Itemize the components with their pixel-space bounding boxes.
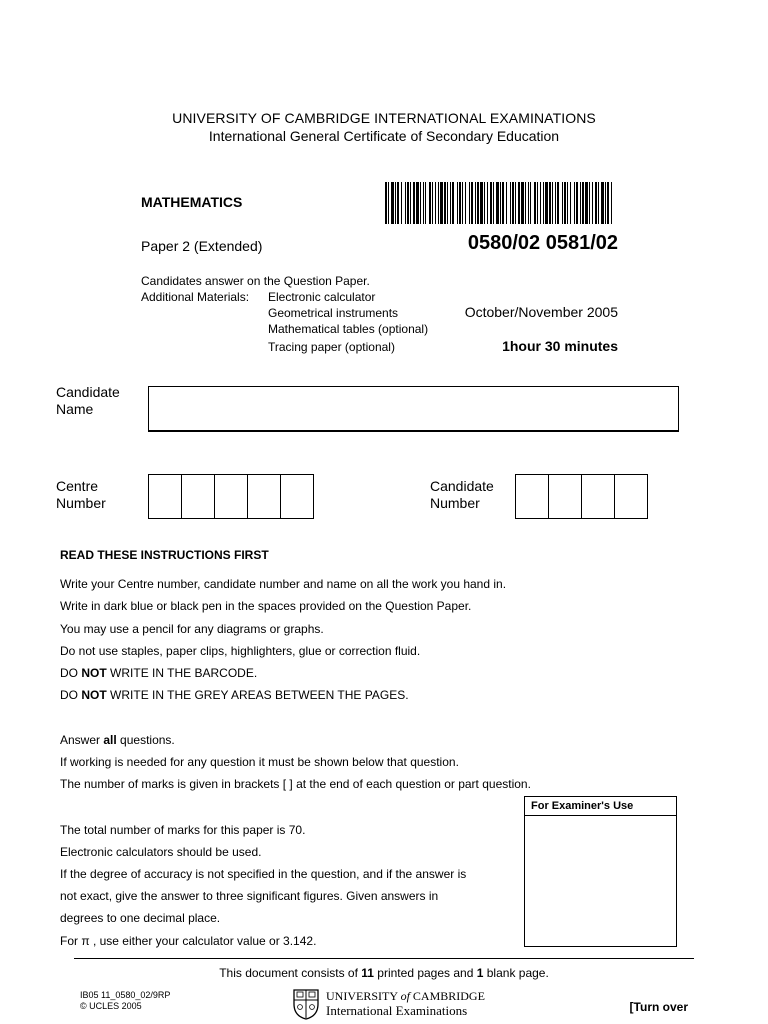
- turn-over-note: [Turn over: [629, 1000, 688, 1014]
- instruction-text: WRITE IN THE BARCODE.: [110, 666, 258, 680]
- instruction-line: Do not use staples, paper clips, highlighters, glue or correction fluid.: [60, 644, 421, 658]
- logo-word: UNIVERSITY: [326, 989, 398, 1003]
- material-item: Mathematical tables (optional): [268, 322, 429, 336]
- centre-number-field[interactable]: [148, 474, 314, 519]
- instruction-line: Write in dark blue or black pen in the spaces provided on the Question Paper.: [60, 599, 472, 613]
- digit-cell[interactable]: [582, 475, 615, 518]
- instruction-line: The total number of marks for this paper is 70.: [60, 823, 306, 837]
- footer-divider: [74, 958, 694, 959]
- candidate-number-label: [430, 478, 494, 512]
- page-count-text: printed pages and: [377, 966, 474, 980]
- material-item: Tracing paper (optional): [268, 340, 395, 354]
- instructions-title: READ THESE INSTRUCTIONS FIRST: [60, 548, 269, 562]
- instruction-line: degrees to one decimal place.: [60, 911, 221, 925]
- digit-cell[interactable]: [248, 475, 281, 518]
- examiner-use-box: [524, 796, 677, 947]
- copyright-notice: © UCLES 2005: [80, 1001, 142, 1011]
- instruction-line: not exact, give the answer to three significant figures. Given answers in: [60, 889, 439, 903]
- instruction-line-grey-areas: [60, 688, 409, 702]
- candidate-name-label: [56, 384, 120, 418]
- centre-number-label-line: Number: [56, 495, 106, 511]
- page-count-note: [0, 966, 768, 980]
- page-count-text: This document consists of: [219, 966, 358, 980]
- instruction-line: Electronic calculators should be used.: [60, 845, 262, 859]
- exam-session: October/November 2005: [464, 304, 618, 320]
- instruction-text: Answer: [60, 733, 101, 747]
- instruction-text: DO: [60, 688, 78, 702]
- centre-number-label: [56, 478, 106, 512]
- answer-on-note: Candidates answer on the Question Paper.: [141, 274, 370, 288]
- candidate-number-field[interactable]: [515, 474, 648, 519]
- instruction-emphasis: NOT: [81, 666, 107, 680]
- paper-name: Paper 2 (Extended): [141, 238, 263, 254]
- page-count-text: blank page.: [486, 966, 549, 980]
- digit-cell[interactable]: [215, 475, 248, 518]
- instruction-line: You may use a pencil for any diagrams or graphs.: [60, 622, 324, 636]
- logo-word: CAMBRIDGE: [412, 989, 485, 1003]
- instruction-line: Write your Centre number, candidate number and name on all the work you hand in.: [60, 577, 507, 591]
- exam-duration: 1hour 30 minutes: [502, 338, 618, 354]
- printed-pages-count: 11: [361, 966, 374, 980]
- additional-materials-label: Additional Materials:: [141, 290, 250, 304]
- instruction-text: WRITE IN THE GREY AREAS BETWEEN THE PAGES.: [110, 688, 409, 702]
- candidate-number-label-line: Number: [430, 495, 480, 511]
- blank-pages-count: 1: [476, 966, 484, 980]
- syllabus-codes: 0580/02 0581/02: [467, 232, 618, 254]
- candidate-name-label-line: Name: [56, 401, 94, 417]
- digit-cell[interactable]: [516, 475, 549, 518]
- material-item: Electronic calculator: [268, 290, 376, 304]
- centre-number-label-line: Centre: [56, 478, 99, 494]
- instruction-line: The number of marks is given in brackets [ ] at the end of each question or part question.: [60, 777, 531, 791]
- material-item: Geometrical instruments: [268, 306, 399, 320]
- logo-university-line: [326, 989, 485, 1004]
- instruction-text: DO: [60, 666, 78, 680]
- instruction-emphasis: NOT: [81, 688, 107, 702]
- digit-cell[interactable]: [615, 475, 647, 518]
- instruction-text: questions.: [120, 733, 175, 747]
- instruction-line-barcode: [60, 666, 257, 680]
- digit-cell[interactable]: [149, 475, 182, 518]
- candidate-name-label-line: Candidate: [56, 384, 120, 400]
- instruction-line: If working is needed for any question it must be shown below that question.: [60, 755, 459, 769]
- digit-cell[interactable]: [182, 475, 215, 518]
- qualification-title: International General Certificate of Secondary Education: [208, 128, 560, 144]
- document-reference: IB05 11_0580_02/9RP: [80, 990, 171, 1000]
- instruction-emphasis: all: [103, 733, 117, 747]
- instruction-line: For π , use either your calculator value or 3.142.: [60, 934, 317, 948]
- examiner-use-title: For Examiner's Use: [525, 797, 676, 816]
- instruction-line-answer: [60, 733, 175, 747]
- subject-title: MATHEMATICS: [141, 194, 243, 210]
- exam-board-title: UNIVERSITY OF CAMBRIDGE INTERNATIONAL EXAMINATIONS: [172, 110, 596, 126]
- candidate-number-label-line: Candidate: [430, 478, 494, 494]
- logo-exams-line: International Examinations: [326, 1003, 468, 1018]
- university-crest-icon: [292, 988, 320, 1020]
- barcode-image: [385, 182, 615, 224]
- candidate-name-field[interactable]: [148, 386, 679, 432]
- instruction-line: If the degree of accuracy is not specified in the question, and if the answer is: [60, 867, 467, 881]
- logo-word: of: [400, 989, 410, 1003]
- digit-cell[interactable]: [549, 475, 582, 518]
- digit-cell[interactable]: [281, 475, 313, 518]
